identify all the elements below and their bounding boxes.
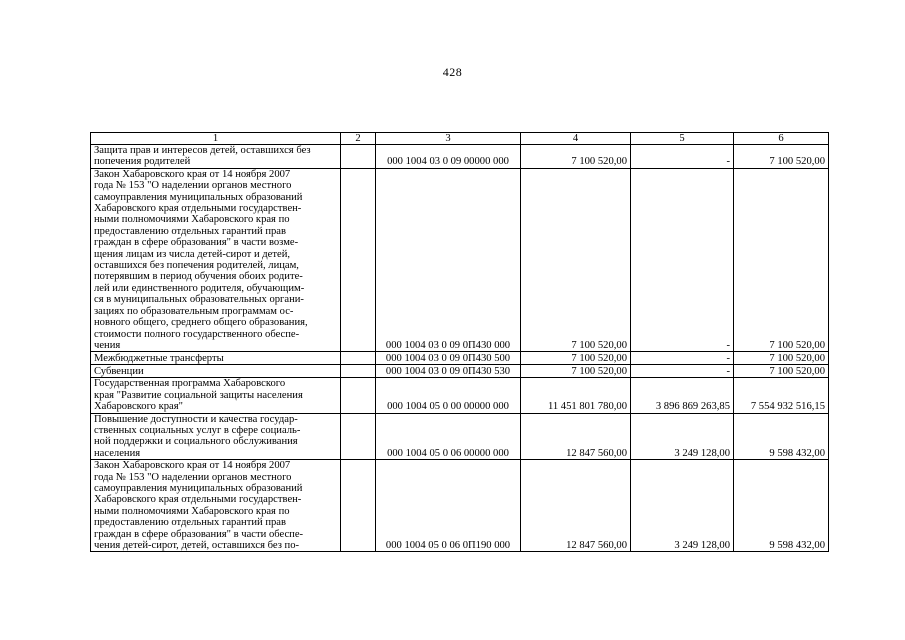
row-amount-col6: 7 100 520,00 [734, 145, 829, 169]
row-amount-total: 7 100 520,00 [521, 365, 631, 378]
row-budget-code: 000 1004 03 0 09 0П430 530 [376, 365, 521, 378]
column-header: 5 [631, 133, 734, 145]
row-amount-col5: 3 249 128,00 [631, 460, 734, 552]
row-amount-col5: - [631, 168, 734, 352]
row-col2 [341, 145, 376, 169]
row-col2 [341, 352, 376, 365]
row-amount-col6: 7 100 520,00 [734, 365, 829, 378]
row-description: Повышение доступности и качества государ- ственных социальных услуг в сфере социаль- ной поддержки и социального обслуживания населения [91, 413, 341, 460]
page-number: 428 [442, 65, 463, 79]
table-row [91, 352, 829, 365]
table-row [91, 145, 829, 169]
column-header: 6 [734, 133, 829, 145]
column-header: 4 [521, 133, 631, 145]
row-amount-col6: 7 554 932 516,15 [734, 378, 829, 413]
row-amount-total: 12 847 560,00 [521, 460, 631, 552]
table-row [91, 413, 829, 460]
row-description: Субвенции [91, 365, 341, 378]
row-col2 [341, 378, 376, 413]
column-header: 2 [341, 133, 376, 145]
row-budget-code: 000 1004 03 0 09 00000 000 [376, 145, 521, 169]
table-row [91, 365, 829, 378]
budget-table [90, 132, 829, 552]
row-amount-col6: 9 598 432,00 [734, 413, 829, 460]
row-description: Закон Хабаровского края от 14 ноября 2007 года № 153 "О наделении органов местного самоуправления муниципальных образований Хабаровского края отдельными государствен- ными полномочиями Хабаровского края по предоставлению отдельных гарантий прав граждан в сфере образования" в части возме- щения лицам из числа детей-сирот и детей, оставшихся без попечения родителей, лицам, потерявшим в период обучения обоих родите- лей или единственного родителя, обучающим- ся в муниципальных образовательных органи- зациях по образовательным программам ос- новного общего, среднего общего образования, стоимости полного государственного обеспе- чения [91, 168, 341, 352]
row-amount-col5: - [631, 352, 734, 365]
column-header: 1 [91, 133, 341, 145]
row-budget-code: 000 1004 05 0 06 0П190 000 [376, 460, 521, 552]
row-amount-col5: 3 249 128,00 [631, 413, 734, 460]
table-row [91, 460, 829, 552]
row-budget-code: 000 1004 05 0 06 00000 000 [376, 413, 521, 460]
row-amount-col6: 7 100 520,00 [734, 168, 829, 352]
row-amount-total: 7 100 520,00 [521, 352, 631, 365]
row-budget-code: 000 1004 03 0 09 0П430 500 [376, 352, 521, 365]
row-description: Закон Хабаровского края от 14 ноября 2007 года № 153 "О наделении органов местного самоуправления муниципальных образований Хабаровского края отдельными государствен- ными полномочиями Хабаровского края по предоставлению отдельных гарантий прав граждан в сфере образования" в части обеспе- чения детей-сирот, детей, оставшихся без по- [91, 460, 341, 552]
row-amount-col5: - [631, 365, 734, 378]
table-row [91, 378, 829, 413]
table-row [91, 168, 829, 352]
row-amount-total: 12 847 560,00 [521, 413, 631, 460]
row-budget-code: 000 1004 05 0 00 00000 000 [376, 378, 521, 413]
row-amount-total: 11 451 801 780,00 [521, 378, 631, 413]
row-amount-total: 7 100 520,00 [521, 168, 631, 352]
row-col2 [341, 460, 376, 552]
row-col2 [341, 168, 376, 352]
row-description: Защита прав и интересов детей, оставшихся без попечения родителей [91, 145, 341, 169]
row-description: Межбюджетные трансферты [91, 352, 341, 365]
row-amount-total: 7 100 520,00 [521, 145, 631, 169]
row-amount-col5: 3 896 869 263,85 [631, 378, 734, 413]
row-description: Государственная программа Хабаровского края "Развитие социальной защиты населения Хабаровского края" [91, 378, 341, 413]
row-amount-col5: - [631, 145, 734, 169]
column-header: 3 [376, 133, 521, 145]
row-amount-col6: 9 598 432,00 [734, 460, 829, 552]
row-amount-col6: 7 100 520,00 [734, 352, 829, 365]
row-col2 [341, 413, 376, 460]
row-budget-code: 000 1004 03 0 09 0П430 000 [376, 168, 521, 352]
table-header-row [91, 133, 829, 145]
row-col2 [341, 365, 376, 378]
